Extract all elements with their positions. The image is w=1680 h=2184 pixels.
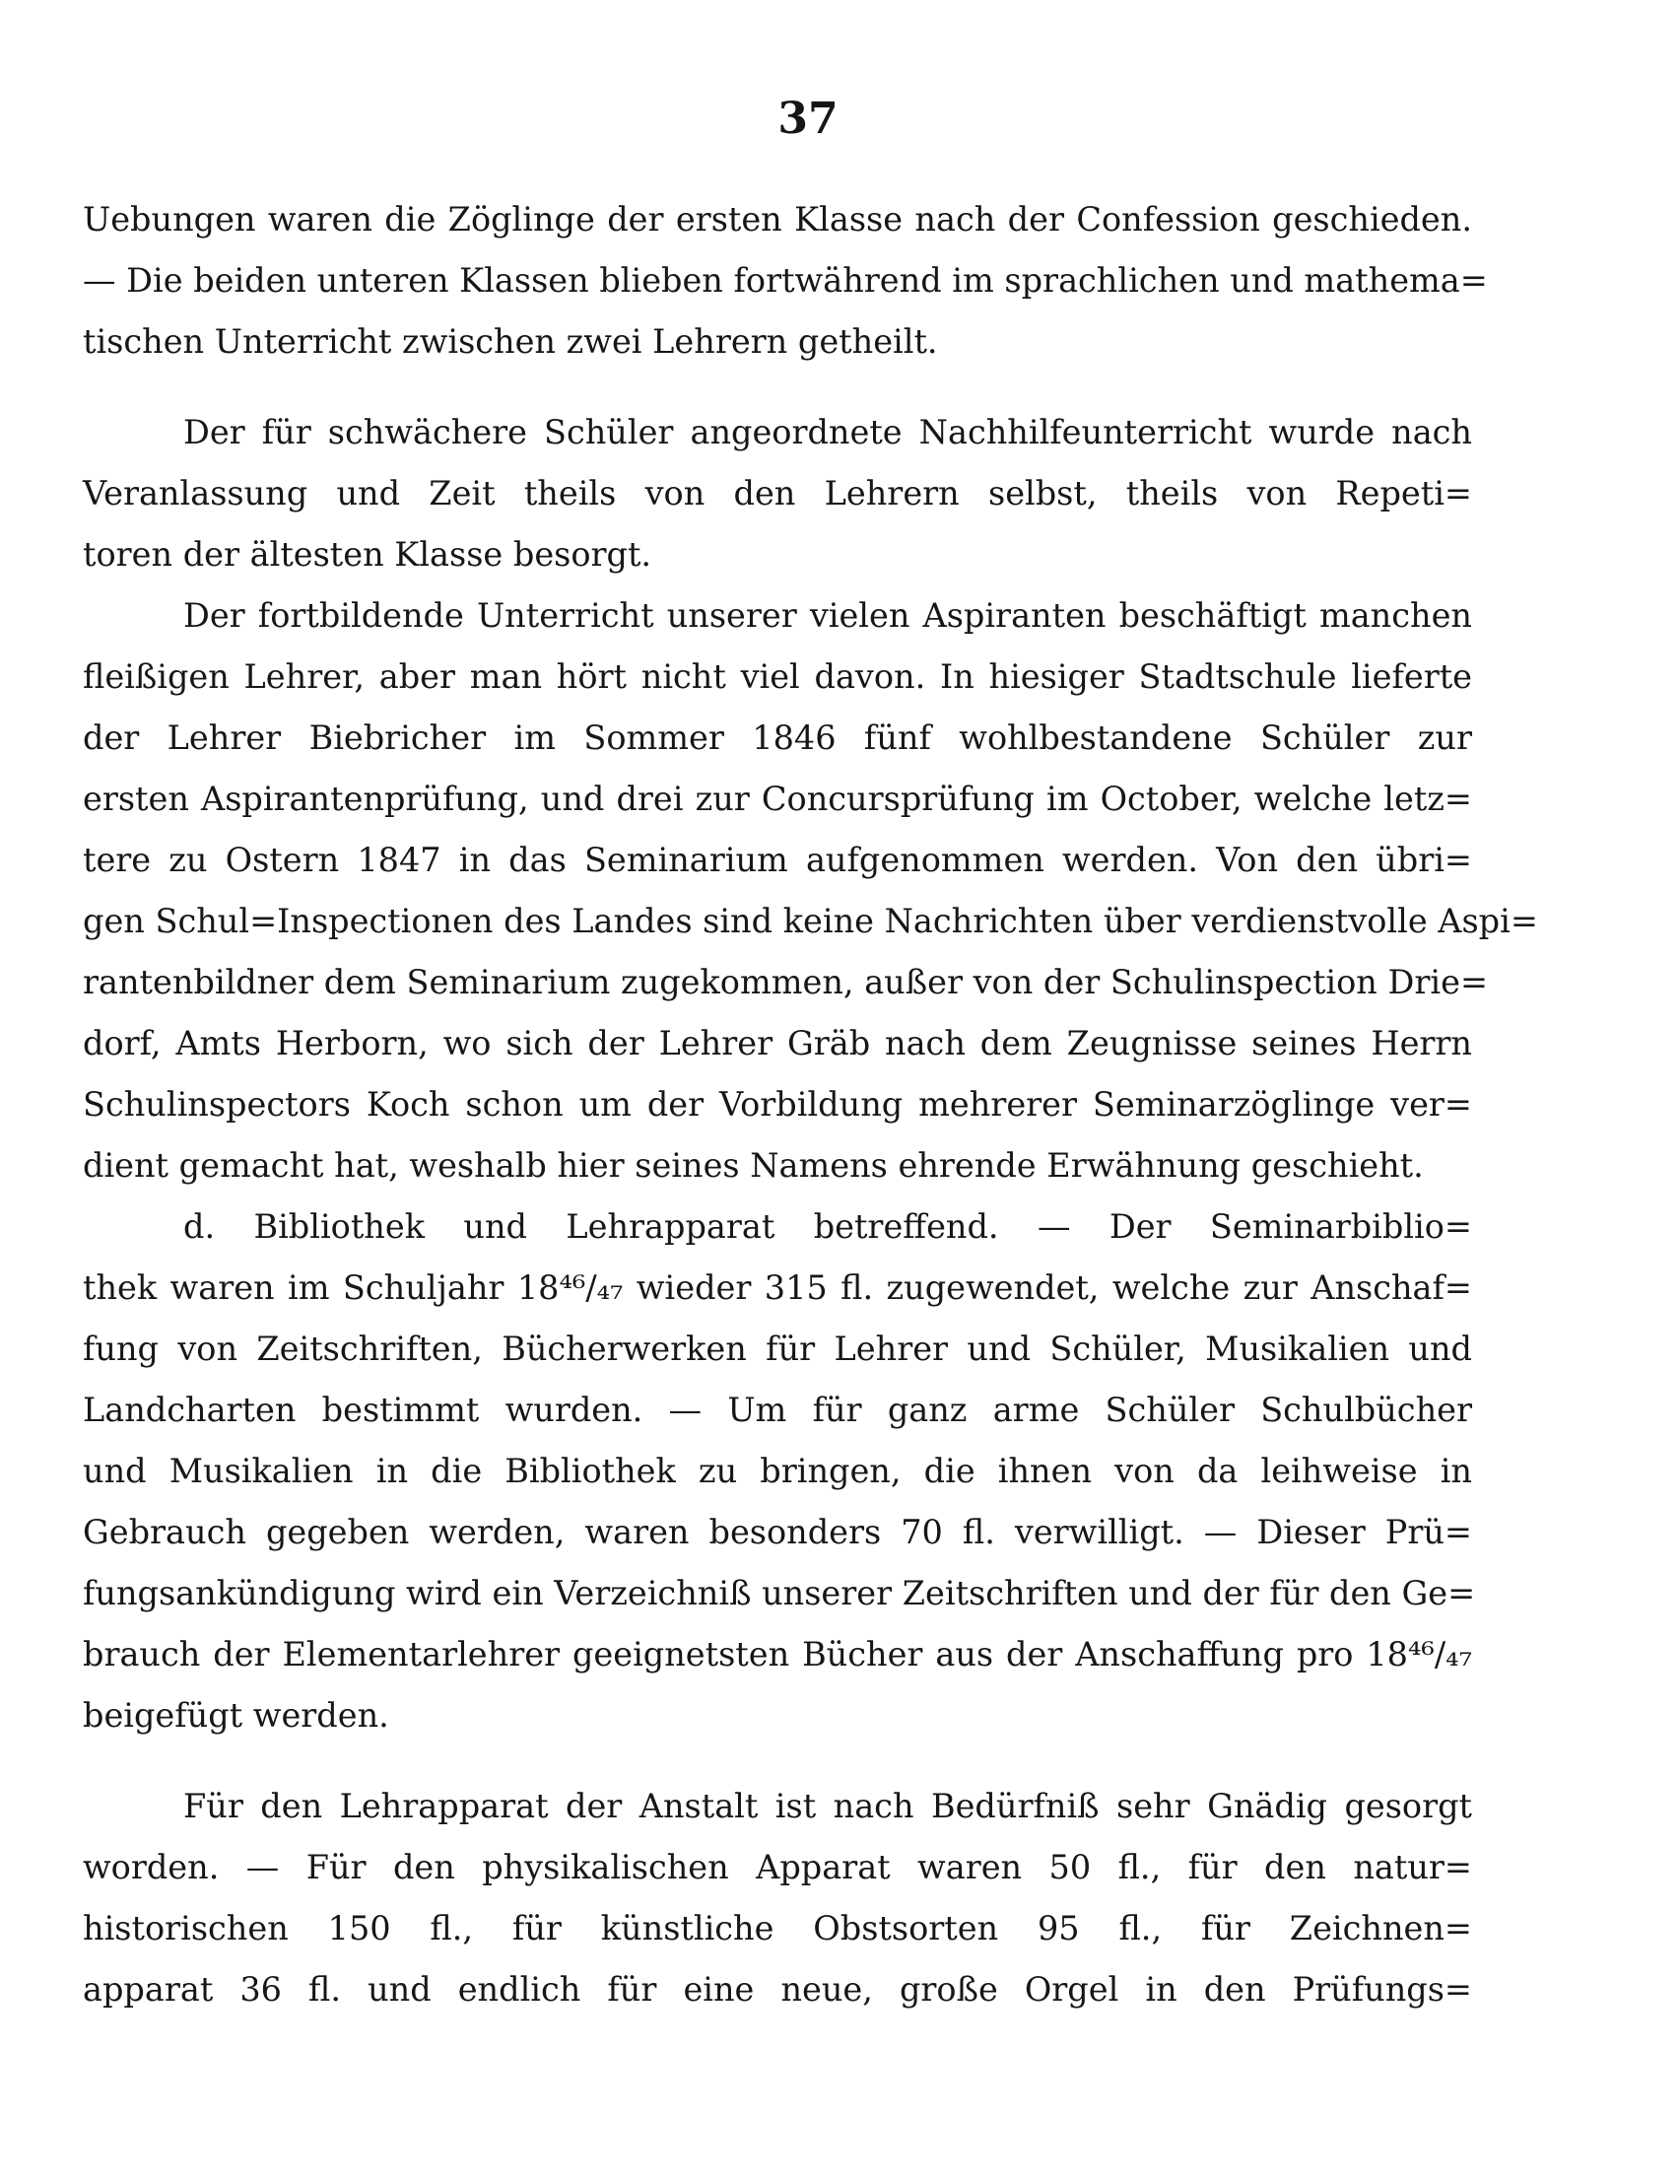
text-line: fleißigen Lehrer, aber man hört nicht viel davon. In hiesiger Stadtschule lieferte [83,657,1472,696]
text-line: fungsankündigung wird ein Verzeichniß unserer Zeitschriften und der für den Ge= [83,1574,1476,1612]
text-line: Der fortbildende Unterricht unserer vielen Aspiranten beschäftigt manchen [183,596,1472,635]
text-line: brauch der Elementarlehrer geeignetsten Bücher aus der Anschaffung pro 18⁴⁶/₄₇ [83,1635,1472,1673]
text-line: dient gemacht hat, weshalb hier seines Namens ehrende Erwähnung geschieht. [83,1146,1424,1185]
paragraph [83,1776,1472,2020]
text-line: Gebrauch gegeben werden, waren besonders 70 fl. verwilligt. — Dieser Prü= [83,1513,1472,1551]
text-line: Uebungen waren die Zöglinge der ersten Klasse nach der Confession geschieden. [83,200,1472,239]
text-line: der Lehrer Biebricher im Sommer 1846 fünf wohlbestandene Schüler zur [83,718,1472,757]
text-line: Schulinspectors Koch schon um der Vorbildung mehrerer Seminarzöglinge ver= [83,1085,1472,1124]
paragraph [83,402,1472,585]
body-text [83,189,1538,2020]
text-line: beigefügt werden. [83,1696,389,1735]
text-line: fung von Zeitschriften, Bücherwerken für Lehrer und Schüler, Musikalien und [83,1330,1472,1368]
text-line: Der für schwächere Schüler angeordnete Nachhilfeunterricht wurde nach [183,413,1472,451]
text-line: worden. — Für den physikalischen Apparat waren 50 fl., für den natur= [83,1848,1472,1886]
text-line: ersten Aspirantenprüfung, und drei zur Concursprüfung im October, welche letz= [83,780,1472,818]
text-line: d. Bibliothek und Lehrapparat betreffend. — Der Seminarbiblio= [183,1207,1472,1246]
text-line: rantenbildner dem Seminarium zugekommen, außer von der Schulinspection Drie= [83,963,1489,1001]
text-line: toren der ältesten Klasse besorgt. [83,535,652,574]
text-line: Veranlassung und Zeit theils von den Lehrern selbst, theils von Repeti= [83,474,1472,512]
paragraph [83,585,1538,1196]
page-number: 37 [777,94,839,144]
text-line: tischen Unterricht zwischen zwei Lehrern getheilt. [83,322,938,361]
text-line: Für den Lehrapparat der Anstalt ist nach Bedürfniß sehr Gnädig gesorgt [183,1787,1472,1825]
text-line: dorf, Amts Herborn, wo sich der Lehrer Gräb nach dem Zeugnisse seines Herrn [83,1024,1472,1062]
paragraph [83,189,1488,373]
text-line: apparat 36 fl. und endlich für eine neue, große Orgel in den Prüfungs= [83,1970,1472,2009]
text-line: gen Schul=Inspectionen des Landes sind keine Nachrichten über verdienstvolle Aspi= [83,902,1538,940]
text-line: thek waren im Schuljahr 18⁴⁶/₄₇ wieder 315 fl. zugewendet, welche zur Anschaf= [83,1268,1472,1307]
text-line: und Musikalien in die Bibliothek zu bringen, die ihnen von da leihweise in [83,1452,1472,1490]
text-line: tere zu Ostern 1847 in das Seminarium aufgenommen werden. Von den übri= [83,841,1472,879]
paragraph [83,1196,1476,1746]
text-line: — Die beiden unteren Klassen blieben fortwährend im sprachlichen und mathema= [83,261,1488,300]
text-line: historischen 150 fl., für künstliche Obstsorten 95 fl., für Zeichnen= [83,1909,1472,1947]
text-line: Landcharten bestimmt wurden. — Um für ganz arme Schüler Schulbücher [83,1391,1472,1429]
